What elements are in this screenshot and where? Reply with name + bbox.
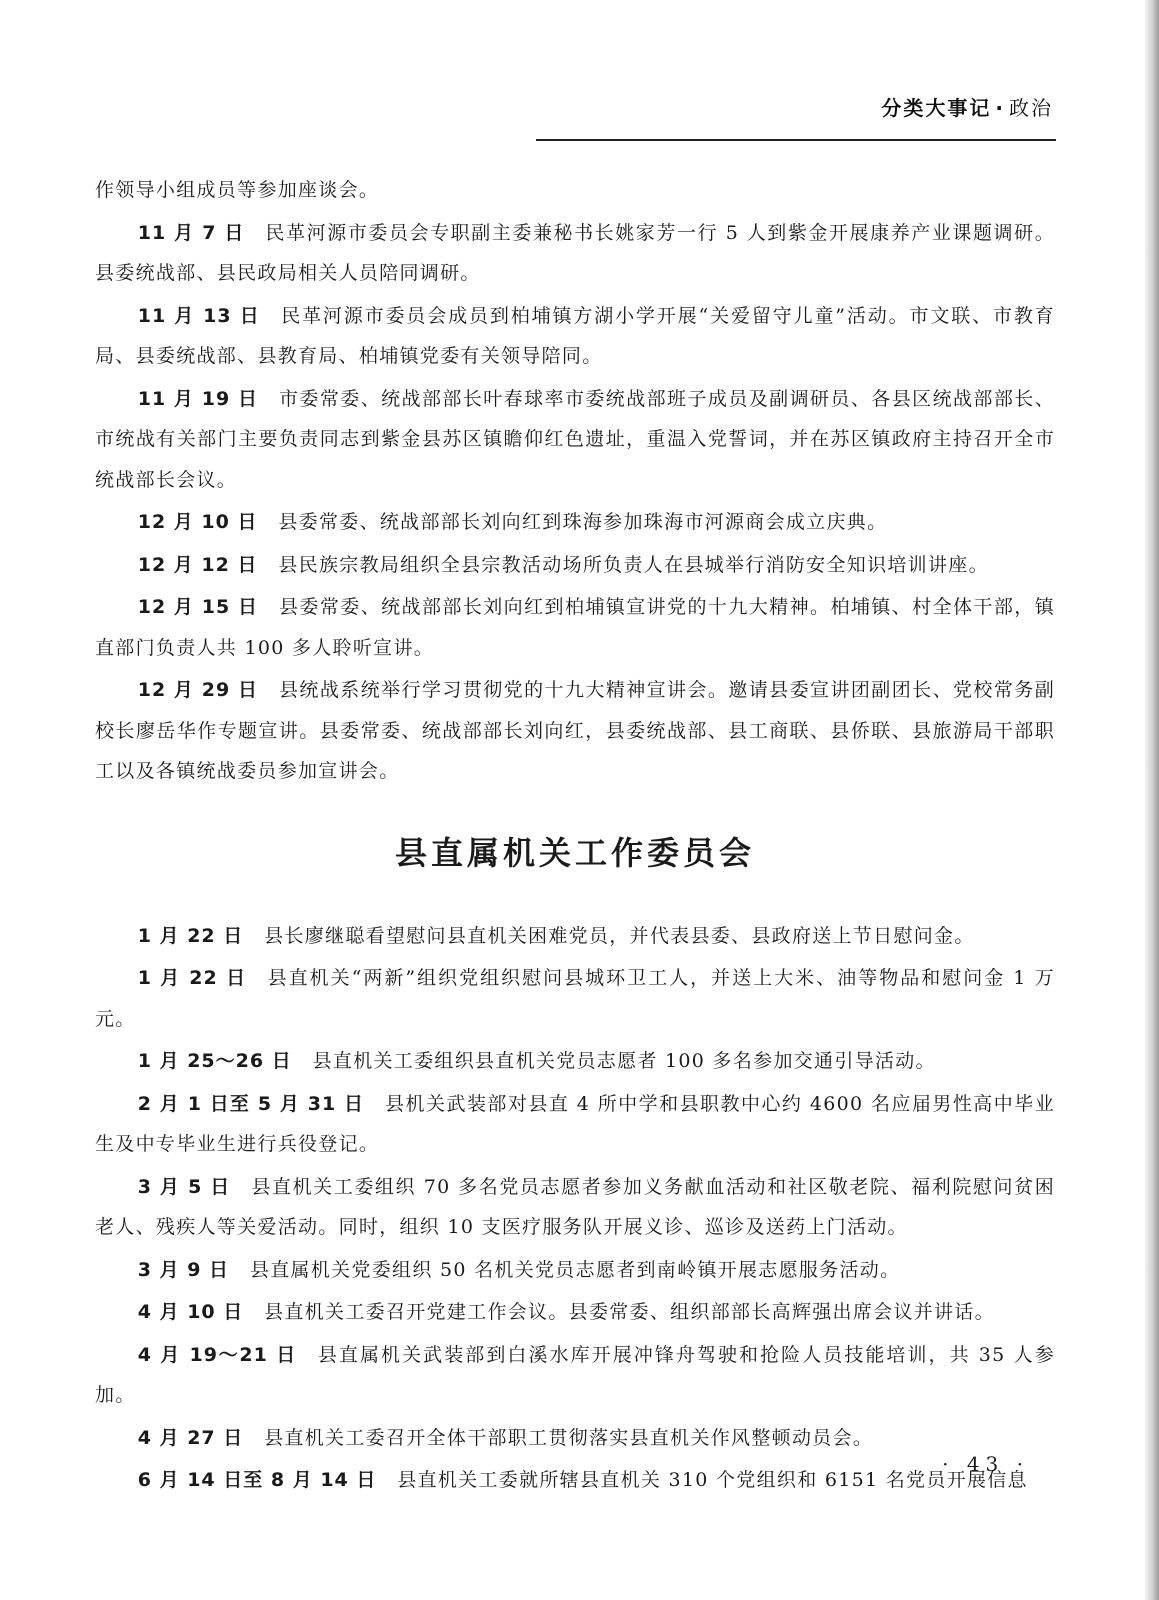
- entry-date: 11 月 13 日: [137, 304, 261, 327]
- entry-date: 1 月 25～26 日: [137, 1050, 292, 1072]
- chronicle-entry: [95, 1084, 1055, 1165]
- chronicle-entry: [95, 670, 1055, 792]
- chronicle-entry: [95, 1250, 1055, 1291]
- entry-text: 作领导小组成员等参加座谈会。: [95, 179, 380, 201]
- chronicle-entry: [95, 213, 1055, 294]
- entry-text: 县直机关工委召开党建工作会议。县委常委、组织部部长高辉强出席会议并讲话。: [264, 1301, 995, 1323]
- entry-date: 4 月 10 日: [137, 1301, 244, 1323]
- chronicle-entry: [95, 1460, 1055, 1501]
- chronicle-entry: [95, 1418, 1055, 1459]
- scan-edge: [1145, 0, 1159, 1600]
- entry-text: 县委常委、统战部部长刘向红到柏埔镇宣讲党的十九大精神。柏埔镇、村全体干部，镇直部门负责人共 100 多人聆听宣讲。: [95, 596, 1055, 659]
- entry-date: 12 月 12 日: [137, 553, 258, 576]
- entry-text: 县直属机关武装部到白溪水库开展冲锋舟驾驶和抢险人员技能培训，共 35 人参加。: [95, 1343, 1055, 1406]
- entry-continuation: [95, 170, 1055, 211]
- chronicle-entry: [95, 1167, 1055, 1248]
- chronicle-entry: [95, 296, 1055, 377]
- chronicle-entry: [95, 1292, 1055, 1333]
- header-separator: ·: [995, 96, 1005, 120]
- entry-date: 3 月 9 日: [137, 1258, 230, 1281]
- entry-text: 县机关武装部对县直 4 所中学和县职教中心约 4600 名应届男性高中毕业生及中专毕业生进行兵役登记。: [95, 1092, 1056, 1155]
- header-subsection: 政治: [1009, 96, 1053, 120]
- entry-text: 县直机关工委组织 70 多名党员志愿者参加义务献血活动和社区敬老院、福利院慰问贫困老人、残疾人等关爱活动。同时，组织 10 支医疗服务队开展义诊、巡诊及送药上门活动。: [95, 1175, 1055, 1238]
- entry-date: 12 月 15 日: [137, 596, 259, 618]
- chronicle-entry: [95, 1041, 1055, 1082]
- page-number: · 43 ·: [942, 1452, 1029, 1476]
- entry-text: 县直机关工委就所辖县直机关 310 个党组织和 6151 名党员开展信息: [397, 1469, 1028, 1491]
- entry-text: 县直机关“两新”组织党组织慰问县城环卫工人，并送上大米、油等物品和慰问金 1 万元。: [95, 967, 1055, 1030]
- entry-date: 1 月 22 日: [137, 967, 247, 989]
- entry-text: 县民族宗教局组织全县宗教活动场所负责人在县城举行消防安全知识培训讲座。: [278, 553, 989, 576]
- entry-date: 3 月 5 日: [137, 1175, 231, 1198]
- chronicle-entry: [95, 1335, 1055, 1416]
- entry-text: 县直机关工委组织县直机关党员志愿者 100 多名参加交通引导活动。: [312, 1050, 936, 1072]
- entry-date: 6 月 14 日至 8 月 14 日: [137, 1469, 377, 1491]
- entry-text: 民革河源市委员会成员到柏埔镇方湖小学开展“关爱留守儿童”活动。市文联、市教育局、县委统战部、县教育局、柏埔镇党委有关领导陪同。: [95, 304, 1055, 367]
- entry-text: 县直机关工委召开全体干部职工贯彻落实县直机关作风整顿动员会。: [264, 1426, 874, 1449]
- entry-date: 4 月 27 日: [137, 1426, 244, 1449]
- entry-text: 县委常委、统战部部长刘向红到珠海参加珠海市河源商会成立庆典。: [278, 511, 888, 533]
- entry-text: 县直属机关党委组织 50 名机关党员志愿者到南岭镇开展志愿服务活动。: [249, 1258, 901, 1281]
- header-section: 分类大事记: [881, 96, 992, 120]
- chronicle-entry: [95, 916, 1055, 957]
- entry-text: 县统战系统举行学习贯彻党的十九大精神宣讲会。邀请县委宣讲团副团长、党校常务副校长廖岳华作专题宣讲。县委常委、统战部部长刘向红，县委统战部、县工商联、县侨联、县旅游局干部职工以及各镇统战委员参加宣讲会。: [95, 679, 1055, 782]
- entry-text: 市委常委、统战部部长叶春球率市委统战部班子成员及副调研员、各县区统战部部长、市统战有关部门主要负责同志到紫金县苏区镇瞻仰红色遗址，重温入党誓词，并在苏区镇政府主持召开全市统战部长会议。: [95, 387, 1055, 491]
- running-header: [881, 92, 1053, 121]
- chronicle-entry: [95, 587, 1055, 668]
- entry-date: 4 月 19～21 日: [137, 1343, 297, 1366]
- chronicle-entry: [95, 545, 1055, 586]
- chronicle-entry: [95, 379, 1055, 501]
- entry-date: 11 月 19 日: [137, 387, 259, 410]
- chronicle-entry: [95, 958, 1055, 1039]
- entry-text: 县长廖继聪看望慰问县直机关困难党员，并代表县委、县政府送上节日慰问金。: [264, 924, 975, 947]
- entry-date: 2 月 1 日至 5 月 31 日: [137, 1092, 365, 1115]
- entry-date: 11 月 7 日: [137, 221, 245, 244]
- page-body: [95, 170, 1055, 1503]
- entry-date: 12 月 10 日: [137, 511, 258, 533]
- header-rule: [536, 139, 1056, 141]
- entry-date: 1 月 22 日: [137, 924, 244, 947]
- chronicle-entry: [95, 502, 1055, 543]
- entry-date: 12 月 29 日: [137, 679, 259, 701]
- section-title: 县直属机关工作委员会: [394, 833, 755, 872]
- entry-text: 民革河源市委员会专职副主委兼秘书长姚家芳一行 5 人到紫金开展康养产业课题调研。县委统战部、县民政局相关人员陪同调研。: [95, 221, 1055, 284]
